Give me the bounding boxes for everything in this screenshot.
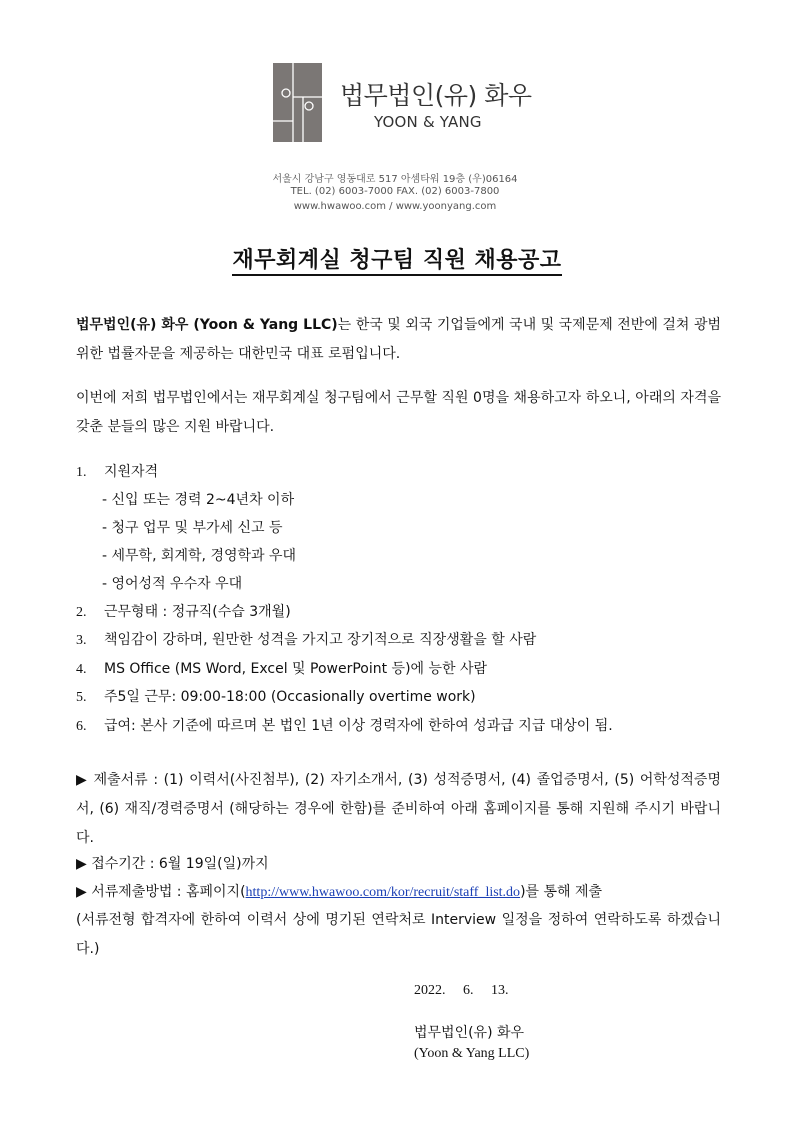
qualification-item: - 청구 업무 및 부가세 신고 등 [102, 520, 283, 536]
submission-method [76, 878, 602, 907]
recruit-paragraph: 이번에 저희 법무법인에서는 재무회계실 청구팀에서 근무할 직원 0명을 채용하고자 하오니, 아래의 자격을 갖춘 분들의 많은 지원 바랍니다. [76, 390, 721, 435]
firm-name-korean: 법무법인(유) 화우 [340, 81, 532, 110]
interview-note: (서류전형 합격자에 한하여 이력서 상에 명기된 연락처로 Interview 일정을 정하여 연락하도록 하겠습니다.) [76, 912, 721, 957]
list-item: 3. 책임감이 강하며, 원만한 성격을 가지고 장기적으로 직장생활을 할 사람 [76, 632, 537, 648]
qualification-item: - 영어성적 우수자 우대 [102, 576, 243, 592]
submission-method-prefix: ▶ 서류제출방법 : 홈페이지( [76, 884, 246, 900]
list-item: 2. 근무형태 : 정규직(수습 3개월) [76, 604, 291, 620]
signature-korean: 법무법인(유) 화우 [414, 1025, 525, 1041]
firm-address: 서울시 강남구 영동대로 517 아셈타워 19층 (우)06164 [272, 174, 518, 185]
submission-method-suffix: )를 통해 제출 [520, 884, 603, 900]
firm-contact: TEL. (02) 6003-7000 FAX. (02) 6003-7800 [290, 186, 500, 197]
posting-date: 2022. 6. 13. [414, 983, 509, 998]
page-title [0, 243, 794, 274]
page-title-text: 재무회계실 청구팀 직원 채용공고 [232, 248, 561, 276]
qualification-item: - 신입 또는 경력 2~4년차 이하 [102, 492, 295, 508]
qualification-item: - 세무학, 회계학, 경영학과 우대 [102, 548, 297, 564]
submission-documents: ▶ 제출서류 : (1) 이력서(사진첨부), (2) 자기소개서, (3) 성적증명서, (4) 졸업증명서, (5) 어학성적증명서, (6) 재직/경력증명서 (해당하는 경우에 한함)를 준비하여 아래 홈페이지를 통해 지원해 주시기 바랍니다. [76, 772, 721, 846]
submission-deadline: ▶ 접수기간 : 6월 19일(일)까지 [76, 856, 269, 872]
firm-websites: www.hwawoo.com / www.yoonyang.com [293, 201, 497, 212]
list-item: 5. 주5일 근무: 09:00-18:00 (Occasionally overtime work) [76, 689, 476, 705]
list-item: 4. MS Office (MS Word, Excel 및 PowerPoint 등)에 능한 사람 [76, 661, 488, 677]
firm-name-english: YOON & YANG [374, 113, 482, 131]
intro-sentence: 는 한국 및 외국 기업들에게 국내 및 국제문제 전반에 걸쳐 광범위한 법률자문을 제공하는 대한민국 대표 로펌입니다. [76, 317, 721, 362]
intro-firm-name: 법무법인(유) 화우 (Yoon & Yang LLC) [76, 317, 338, 333]
list-item: 6. 급여: 본사 기준에 따르며 본 법인 1년 이상 경력자에 한하여 성과급 지급 대상이 됨. [76, 718, 613, 734]
intro-paragraph [76, 311, 721, 369]
firm-logo-mark [273, 63, 322, 142]
signature-english: (Yoon & Yang LLC) [414, 1046, 530, 1061]
list-item: 1. 지원자격 [76, 464, 159, 480]
recruit-page-link[interactable]: http://www.hwawoo.com/kor/recruit/staff_list.do [245, 885, 521, 900]
